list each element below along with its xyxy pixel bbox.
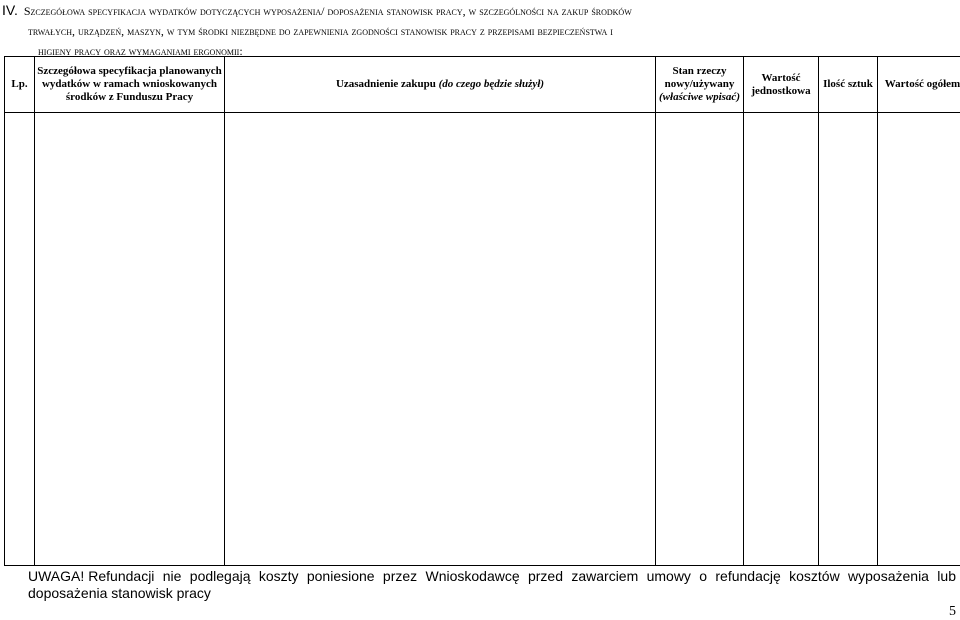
header-unit-value: Wartość jednostkowa [744, 57, 819, 113]
cell-unit-value[interactable] [744, 113, 819, 566]
section-number: IV. [2, 2, 18, 18]
cell-specification[interactable] [35, 113, 225, 566]
header-lp: Lp. [5, 57, 35, 113]
cell-quantity[interactable] [819, 113, 878, 566]
table-row [5, 113, 960, 566]
warning-note [28, 568, 956, 602]
section-title-line2: trwałych, urządzeń, maszyn, w tym środki niezbędne do zapewnienia zgodności stanowisk pracy z przepisami bezpieczeństwa i [28, 24, 613, 38]
table-header-row [5, 57, 960, 113]
header-quantity: Ilość sztuk [819, 57, 878, 113]
header-condition [656, 57, 744, 113]
header-total-value: Wartość ogółem [878, 57, 960, 113]
section-heading [2, 0, 958, 61]
section-title-line3: higieny pracy oraz wymaganiami ergonomii: [38, 44, 243, 58]
cell-justification[interactable] [225, 113, 656, 566]
warning-text: Refundacji nie podlegają koszty poniesione przez Wnioskodawcę przed zawarciem umowy o refundację kosztów wyposażenia lub doposażenia stanowisk pracy [28, 568, 956, 601]
header-condition-note: (właściwe wpisać) [659, 91, 740, 103]
header-condition-label: Stan rzeczy nowy/używany [664, 65, 735, 90]
warning-label: UWAGA! [28, 568, 85, 584]
header-justification-note: (do czego będzie służył) [438, 78, 545, 90]
specification-table [4, 56, 960, 566]
cell-total-value[interactable] [878, 113, 960, 566]
page-number: 5 [949, 604, 956, 619]
cell-lp[interactable] [5, 113, 35, 566]
cell-condition[interactable] [656, 113, 744, 566]
header-specification: Szczegółowa specyfikacja planowanych wydatków w ramach wnioskowanych środków z Funduszu Pracy [35, 57, 225, 113]
section-title-line1: Szczegółowa specyfikacja wydatków dotyczących wyposażenia/ doposażenia stanowisk pracy, w szczególności na zakup środków [23, 4, 632, 18]
header-justification [225, 57, 656, 113]
header-justification-label: Uzasadnienie zakupu [335, 78, 436, 90]
